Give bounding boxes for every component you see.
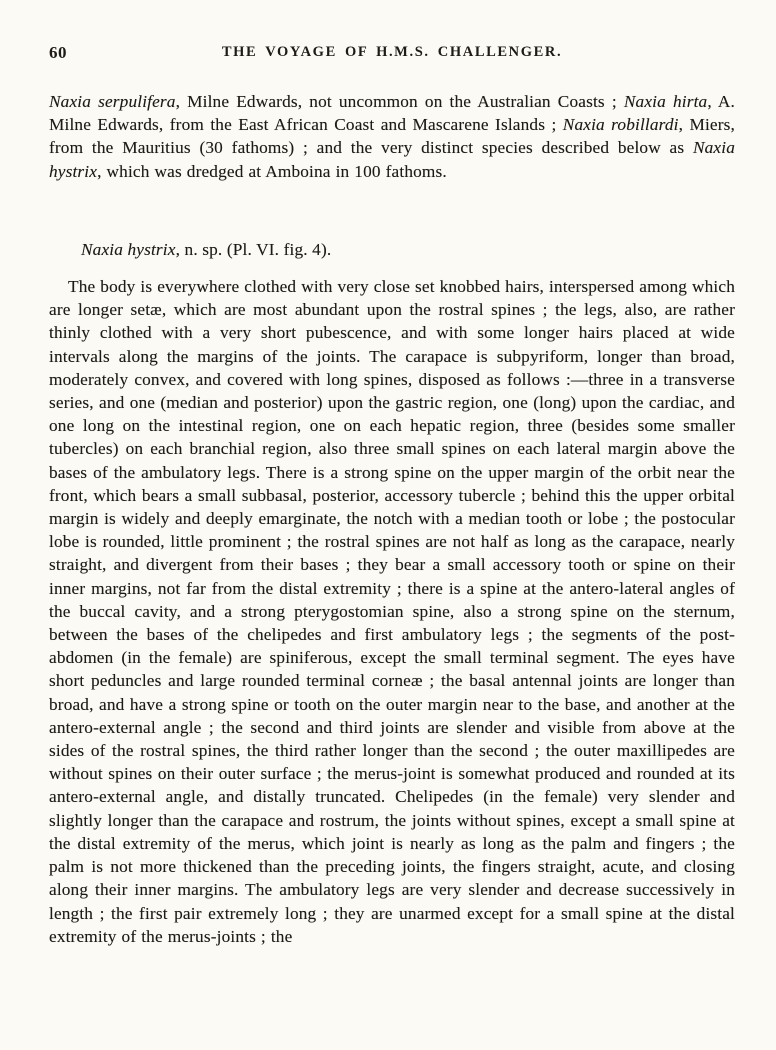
- page-header: [49, 42, 735, 64]
- species-name-italic: Naxia robillardi: [562, 115, 679, 135]
- species-heading: [49, 238, 735, 261]
- text-run: , Miers, from the Mauritius (30 fathoms) ; and the very distinct species described below as: [49, 115, 736, 158]
- paragraph-species-description: [49, 275, 735, 948]
- paragraph-species-list: [49, 90, 735, 183]
- text-run: , n. sp. (Pl. VI. fig. 4).: [175, 239, 332, 259]
- species-name-italic: Naxia serpulifera: [49, 92, 176, 111]
- running-title: THE VOYAGE OF H.M.S. CHALLENGER.: [221, 44, 563, 60]
- species-name-italic: Naxia hirta: [623, 92, 708, 111]
- text-run: , Milne Edwards, not uncommon on the Australian Coasts ;: [175, 92, 624, 111]
- page-number: 60: [49, 43, 67, 62]
- species-name-italic: Naxia hystrix: [81, 239, 176, 259]
- species-name-italic: Naxia hystrix: [49, 138, 735, 181]
- text-run: , A. Milne Edwards, from the East African Coast and Mascarene Islands ;: [49, 92, 736, 135]
- text-run: , which was dredged at Amboina in 100 fathoms.: [97, 161, 447, 181]
- text-run: The body is everywhere clothed with very close set knobbed hairs, interspersed among which are longer setæ, which are most abundant upon the rostral spines ; the legs, also, are rather thinly clothed with a very short pubescence, and with some longer hairs placed at wide intervals along the margins of the joints. The carapace is subpyriform, longer than broad, moderately convex, and covered with long spines, disposed as follows :—three in a transverse series, and one (median and posterior) upon the gastric region, one (long) upon the cardiac, and one long on the intestinal region, one on each hepatic region, three (besides some smaller tubercles) on each branchial region, also three small spines on each lateral margin above the bases of the ambulatory legs. There is a strong spine on the upper margin of the orbit near the front, which bears a small subbasal, posterior, accessory tubercle ; behind this the upper orbital margin is widely and deeply emarginate, the notch with a median tooth or lobe ; the postocular lobe is rounded, little prominent ; the rostral spines are not half as long as the carapace, nearly straight, and divergent from their bases ; they bear a small accessory tooth or spine on their inner margins, not far from the distal extremity ; there is a spine at the antero-lateral angles of the buccal cavity, and a strong pterygostomian spine, also a strong spine on the sternum, between the bases of the chelipedes and first ambulatory legs ; the segments of the post-abdomen (in the female) are spiniferous, except the small terminal segment. The eyes have short peduncles and large rounded terminal corneæ ; the basal antennal joints are longer than broad, and have a strong spine or tooth on the outer margin near to the base, and another at the antero-external angle ; the second and third joints are slender and visible from above at the sides of the rostral spines, the third rather longer than the second ; the outer maxillipedes are without spines on their outer surface ; the merus-joint is somewhat produced and rounded at its antero-external angle, and distally truncated. Chelipedes (in the female) very slender and slightly longer than the carapace and rostrum, the joints without spines, except a small spine at the distal extremity of the merus, which joint is nearly as long as the palm and fingers ; the palm is not more thickened than the preceding joints, the fingers straight, acute, and closing along their inner margins. The ambulatory legs are very slender and decrease successively in length ; the first pair extremely long ; they are unarmed except for a small spine at the distal extremity of the merus-joints ; the: [49, 277, 735, 946]
